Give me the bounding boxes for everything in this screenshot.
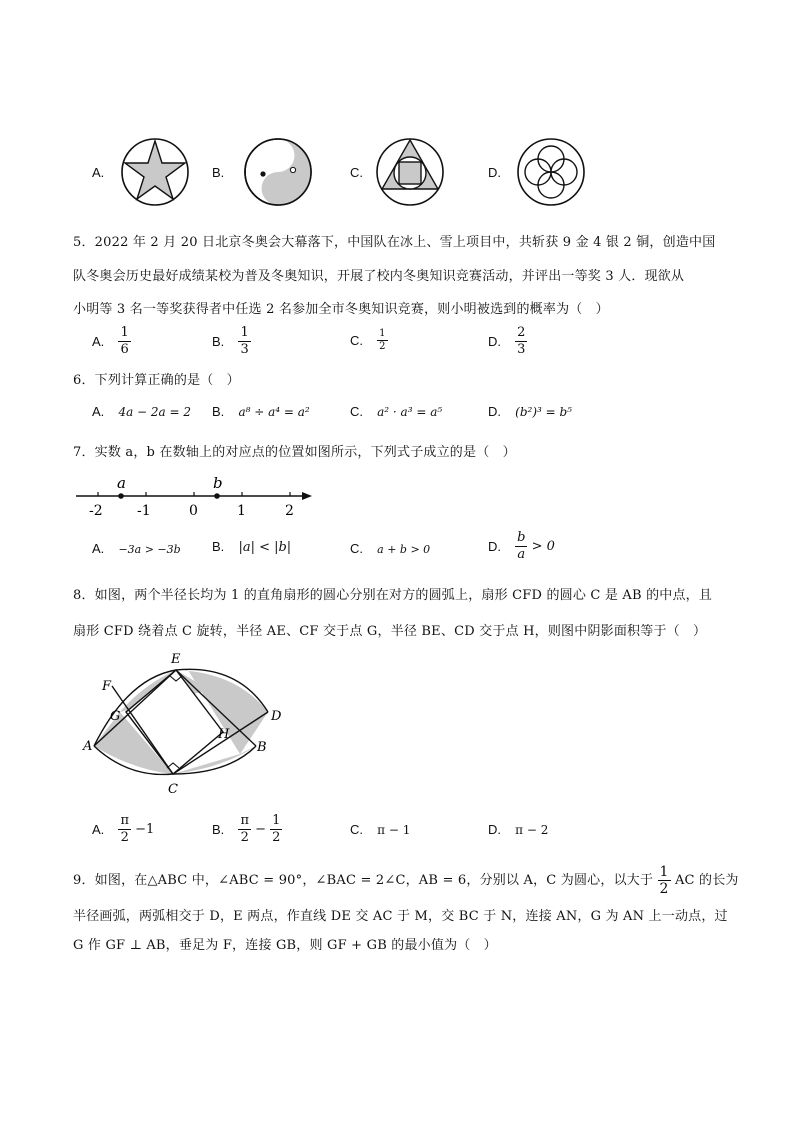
label-c: C: [168, 782, 178, 797]
label-d: D: [271, 709, 282, 724]
q7-d-denominator: a: [517, 547, 526, 562]
q5-b-numerator: 1: [240, 325, 249, 340]
q4-option-d-label[interactable]: D.: [488, 165, 501, 180]
q7-option-a[interactable]: A. −3a > −3b: [92, 541, 181, 556]
label-g: G: [110, 709, 121, 724]
q8-option-c[interactable]: C. π − 1: [350, 822, 411, 837]
q7-d-tail: > 0: [531, 539, 555, 554]
q7-b-expression: |a| < |b|: [238, 540, 292, 555]
q8-a-numerator: π: [120, 813, 129, 828]
q8-b-minus: −: [255, 822, 267, 837]
q9-line-1-part-a: 9．如图，在△ABC 中，∠ABC = 90°，∠BAC = 2∠C，AB = 6，分别以 A，C 为圆心，以大于: [73, 873, 654, 888]
tick-label-neg2: -2: [89, 503, 103, 519]
tick-label-1: 1: [237, 503, 246, 519]
q5-d-denominator: 3: [517, 342, 526, 357]
q8-option-a[interactable]: A. $\frac{\pi}{2}$ −1: [92, 813, 155, 845]
q7-option-b[interactable]: B. |a| < |b|: [212, 539, 292, 555]
q8-b-denominator: 2: [240, 830, 249, 845]
q7-a-expression: −3a > −3b: [118, 543, 181, 556]
q5-option-c[interactable]: C. $\frac{1}{2}$: [350, 328, 386, 352]
q9-half-denominator: 2: [659, 881, 669, 897]
label-b: B: [257, 740, 267, 755]
q7-stem: 7．实数 a，b 在数轴上的对应点的位置如图所示，下列式子成立的是（ ）: [73, 445, 516, 460]
q6-option-d[interactable]: D. (b²)³ = b⁵: [488, 404, 572, 419]
q5-option-b[interactable]: B. $\frac{1}{3}$: [212, 325, 249, 357]
q9-half-numerator: 1: [659, 864, 669, 880]
q7-option-c[interactable]: C. a + b > 0: [350, 541, 431, 556]
q8-b-numerator-2: 1: [272, 813, 281, 828]
sector-overlap-figure: [78, 650, 293, 800]
q8-stem-line-1: 8．如图，两个半径长均为 1 的直角扇形的圆心分别在对方的圆弧上，扇形 CFD 的圆心 C 是 AB 的中点，且: [73, 588, 713, 603]
q6-option-c[interactable]: C. a² · a³ = a⁵: [350, 404, 443, 419]
q8-b-denominator-2: 2: [272, 830, 281, 845]
q7-c-expression: a + b > 0: [377, 543, 431, 556]
q4-option-a-label[interactable]: A.: [92, 165, 105, 180]
q6-stem: 6．下列计算正确的是（ ）: [73, 373, 240, 388]
q5-stem-line-1: 5．2022 年 2 月 20 日北京冬奥会大幕落下，中国队在冰上、雪上项目中，共斩获 9 金 4 银 2 铜，创造中国: [73, 235, 716, 250]
label-f: F: [102, 679, 112, 694]
q8-d-expression: π − 2: [515, 823, 549, 837]
q8-option-b[interactable]: B. $\frac{\pi}{2}$ − $\frac{1}{2}$: [212, 813, 281, 845]
tick-label-0: 0: [189, 503, 198, 519]
point-a-label: a: [117, 474, 126, 492]
q4-option-c-label[interactable]: C.: [350, 165, 363, 180]
point-b-label: b: [213, 474, 223, 492]
tick-label-neg1: -1: [137, 503, 151, 519]
q4-option-b-label[interactable]: B.: [212, 165, 225, 180]
q6-a-expression: 4a − 2a = 2: [118, 405, 192, 419]
q5-a-numerator: 1: [120, 325, 129, 340]
q9-stem-line-1: [73, 864, 739, 897]
circle-triangle-square-figure: [375, 137, 445, 207]
q7-option-d[interactable]: D. $\frac{b}{a}$ > 0: [488, 530, 555, 562]
q6-d-expression: (b²)³ = b⁵: [515, 405, 572, 419]
q6-c-expression: a² · a³ = a⁵: [377, 405, 443, 419]
four-circles-figure: [516, 137, 586, 207]
label-a: A: [83, 739, 93, 754]
tick-label-2: 2: [285, 503, 294, 519]
label-e: E: [171, 652, 181, 667]
q5-c-numerator: 1: [379, 328, 386, 339]
q5-stem-line-2: 队冬奥会历史最好成绩某校为普及冬奥知识，开展了校内冬奥知识竞赛活动，并评出一等奖 3 人．现欲从: [73, 269, 685, 284]
q5-a-denominator: 6: [120, 342, 129, 357]
q5-option-d[interactable]: D. $\frac{2}{3}$: [488, 325, 526, 357]
q5-stem-line-3: 小明等 3 名一等奖获得者中任选 2 名参加全市冬奥知识竞赛，则小明被选到的概率为（ ）: [73, 302, 609, 317]
q8-c-expression: π − 1: [377, 823, 411, 837]
q5-option-a[interactable]: A. $\frac{1}{6}$: [92, 325, 129, 357]
q5-c-denominator: 2: [379, 341, 386, 352]
q6-option-a[interactable]: A. 4a − 2a = 2: [92, 404, 192, 419]
q9-stem-line-3: G 作 GF ⊥ AB，垂足为 F，连接 GB，则 GF + GB 的最小值为（ ）: [73, 938, 497, 953]
q5-d-numerator: 2: [517, 325, 526, 340]
q5-b-denominator: 3: [240, 342, 249, 357]
q8-a-denominator: 2: [120, 830, 129, 845]
q8-stem-line-2: 扇形 CFD 绕着点 C 旋转，半径 AE、CF 交于点 G，半径 BE、CD 交于点 H，则图中阴影面积等于（ ）: [73, 624, 707, 639]
q8-b-numerator: π: [240, 813, 249, 828]
q6-b-expression: a⁸ ÷ a⁴ = a²: [238, 405, 310, 419]
point-a-marker: [118, 493, 124, 499]
q6-option-b[interactable]: B. a⁸ ÷ a⁴ = a²: [212, 404, 310, 419]
label-h: H: [218, 727, 230, 742]
q8-a-tail: −1: [135, 822, 155, 837]
circle-star-figure: [120, 137, 190, 207]
q9-stem-line-2: 半径画弧，两弧相交于 D，E 两点，作直线 DE 交 AC 于 M，交 BC 于 N，连接 AN，G 为 AN 上一动点，过: [73, 909, 728, 924]
q8-option-d[interactable]: D. π − 2: [488, 822, 549, 837]
q7-d-numerator: b: [517, 530, 526, 545]
yin-yang-figure: [243, 137, 313, 207]
q9-line-1-part-b: AC 的长为: [674, 873, 739, 888]
number-line-figure: [72, 474, 317, 522]
point-b-marker: [214, 493, 220, 499]
